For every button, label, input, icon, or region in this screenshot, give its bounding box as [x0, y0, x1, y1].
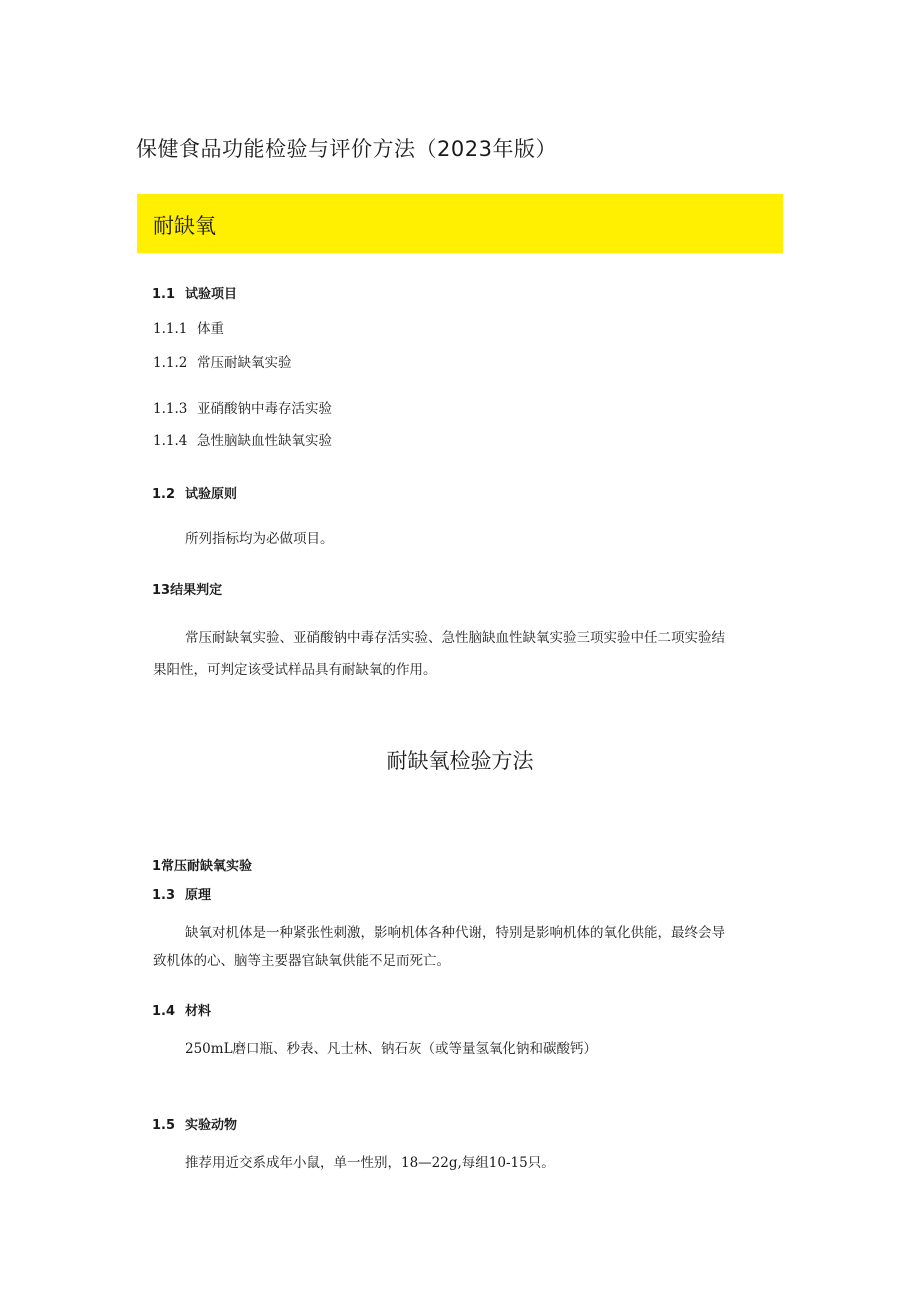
section-title: 原理	[185, 888, 212, 903]
paragraph: 推荐用近交系成年小鼠，单一性别，18—22g,每组10-15只。	[185, 1155, 555, 1171]
paragraph-line: 致机体的心、脑等主要器官缺氧供能不足而死亡。	[153, 953, 450, 969]
item-label: 常压耐缺氧实验	[197, 355, 292, 371]
list-item	[153, 317, 224, 337]
list-item	[153, 351, 292, 371]
paragraph-line: 缺氧对机体是一种紧张性刺激，影响机体各种代谢，特别是影响机体的氧化供能，最终会导	[185, 925, 725, 941]
item-number: 1.1.1	[153, 321, 188, 337]
section-number: 1.1	[152, 287, 176, 302]
item-number: 1.1.3	[153, 401, 188, 417]
item-label: 亚硝酸钠中毒存活实验	[197, 401, 332, 417]
section-title: 材料	[185, 1004, 212, 1019]
list-item	[153, 397, 332, 417]
section-heading-1-3: 13结果判定	[152, 583, 223, 598]
paragraph: 250mL磨口瓶、秒表、凡士林、钠石灰（或等量氢氧化钠和碳酸钙）	[185, 1041, 598, 1057]
document-title: 保健食品功能检验与评价方法（2023年版）	[136, 137, 557, 161]
section-heading-1-1	[152, 283, 237, 302]
section-title: 试验项目	[185, 287, 238, 302]
paragraph-line: 常压耐缺氧实验、亚硝酸钠中毒存活实验、急性脑缺血性缺氧实验三项实验中任二项实验结	[185, 630, 725, 646]
section-banner	[137, 194, 783, 253]
banner-title: 耐缺氧	[153, 214, 216, 238]
part-heading: 1常压耐缺氧实验	[152, 859, 253, 874]
item-label: 体重	[197, 321, 224, 337]
section-heading-1-2	[152, 483, 237, 502]
section-heading-1-4	[152, 1000, 211, 1019]
item-number: 1.1.4	[153, 433, 188, 449]
section-number: 1.3	[152, 888, 176, 903]
list-item	[153, 429, 332, 449]
section-number: 1.5	[152, 1118, 176, 1133]
section-heading-1-3-principle	[152, 884, 211, 903]
section-heading-1-5	[152, 1114, 237, 1133]
section-number: 1.4	[152, 1004, 176, 1019]
item-label: 急性脑缺血性缺氧实验	[197, 433, 332, 449]
section-number: 1.2	[152, 487, 176, 502]
paragraph-line: 果阳性，可判定该受试样品具有耐缺氧的作用。	[153, 662, 437, 678]
paragraph: 所列指标均为必做项目。	[185, 531, 334, 547]
section-title: 实验动物	[185, 1118, 238, 1133]
item-number: 1.1.2	[153, 355, 188, 371]
section-title: 试验原则	[185, 487, 238, 502]
method-title: 耐缺氧检验方法	[386, 749, 534, 773]
